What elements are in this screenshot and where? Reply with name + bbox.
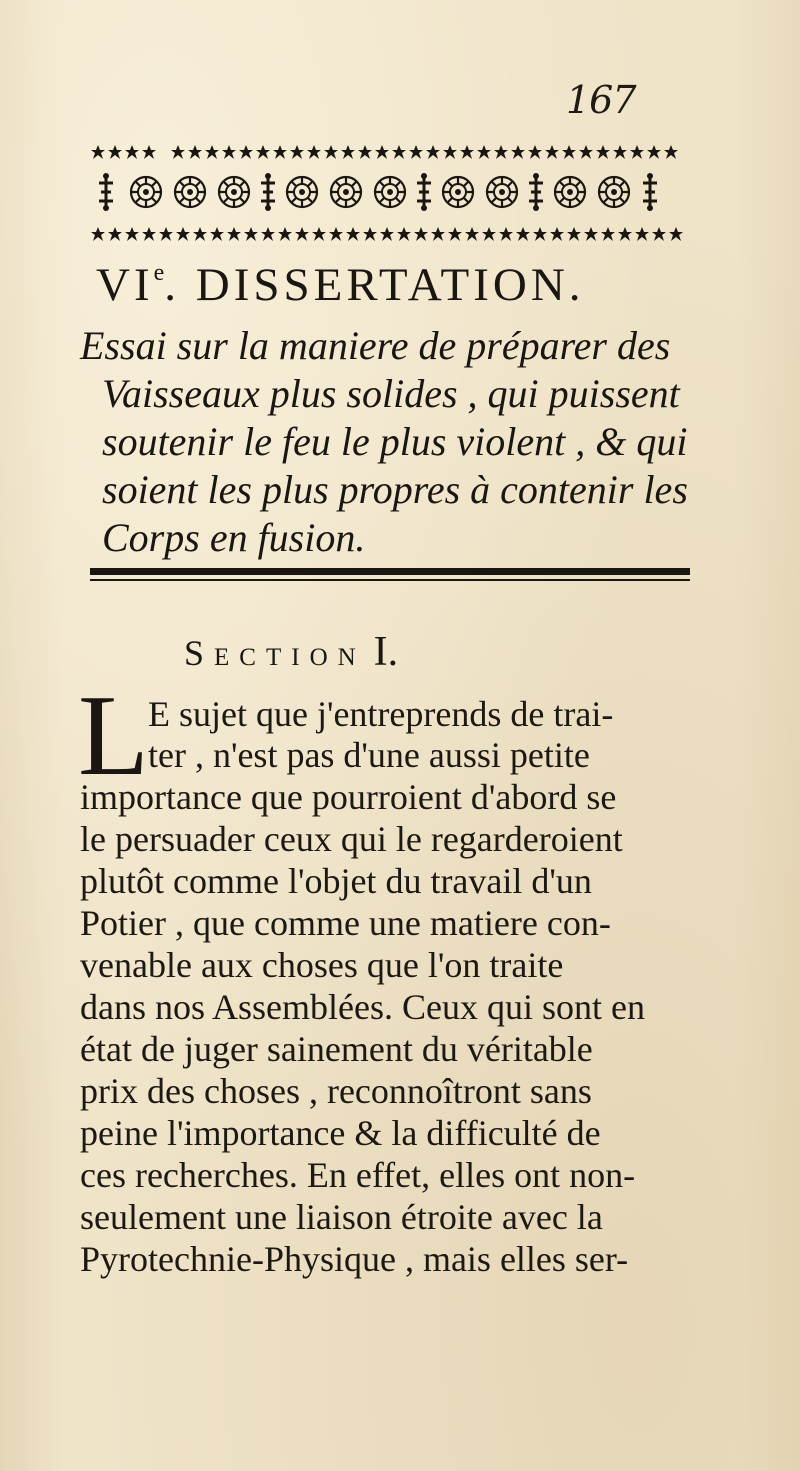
ornament-rosette-row xyxy=(99,173,657,211)
section-label: Section xyxy=(184,633,366,673)
title-line: soient les plus propres à contenir les xyxy=(102,467,688,512)
heading-roman: VI xyxy=(96,259,154,311)
body-line: seulement une liaison étroite avec la xyxy=(80,1197,603,1237)
body-line: Potier , que comme une matiere con- xyxy=(80,903,611,943)
title-line: Corps en fusion. xyxy=(102,515,366,560)
body-line: importance que pourroient d'abord se xyxy=(80,777,617,817)
ornament-star-row-top xyxy=(91,145,678,159)
drop-cap: L xyxy=(78,672,149,800)
title-line: soutenir le feu le plus violent , & qui xyxy=(102,419,688,464)
body-line: ter , n'est pas d'une aussi petite xyxy=(148,735,590,775)
body-line: E sujet que j'entreprends de trai- xyxy=(148,694,614,734)
body-line: le persuader ceux qui le regarderoient xyxy=(80,819,623,859)
heading-superscript: e xyxy=(153,260,165,286)
dissertation-heading xyxy=(96,258,585,312)
body-line: plutôt comme l'objet du travail d'un xyxy=(80,861,592,901)
heading-word: . DISSERTATION. xyxy=(164,259,585,311)
body-line: ces recherches. En effet, elles ont non- xyxy=(80,1155,636,1195)
section-number: I. xyxy=(373,629,399,675)
body-line: Pyrotechnie-Physique , mais elles ser- xyxy=(80,1239,629,1279)
double-rule-divider xyxy=(90,568,690,584)
body-line: peine l'importance & la difficulté de xyxy=(80,1113,601,1153)
body-line: venable aux choses que l'on traite xyxy=(80,945,564,985)
section-heading xyxy=(184,628,398,676)
title-line: Essai sur la maniere de préparer des xyxy=(80,323,671,368)
body-line: dans nos Assemblées. Ceux qui sont en xyxy=(80,987,645,1027)
body-line: prix des choses , reconnoîtront sans xyxy=(80,1071,592,1111)
ornament-star-row-bottom xyxy=(91,227,683,241)
page-number: 167 xyxy=(566,78,636,122)
title-line: Vaisseaux plus solides , qui puissent xyxy=(102,371,680,416)
dissertation-title xyxy=(80,322,700,562)
body-line: état de juger sainement du véritable xyxy=(80,1029,593,1069)
printers-ornament-band xyxy=(88,140,688,250)
